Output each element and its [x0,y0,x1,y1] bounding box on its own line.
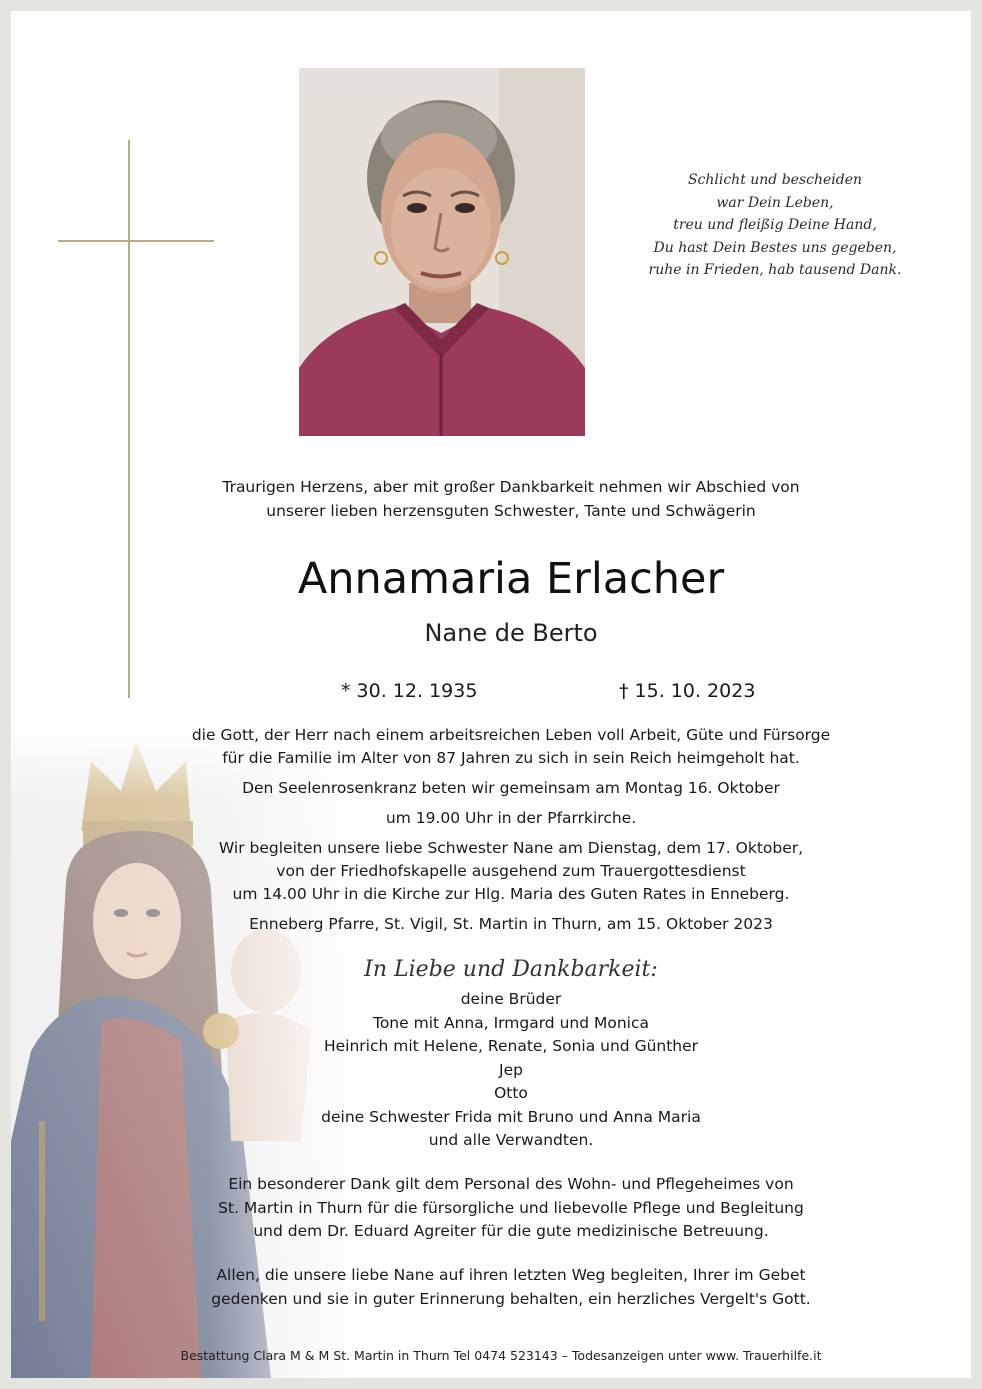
mourners-list [161,988,861,1153]
intro-line: Traurigen Herzens, aber mit großer Dankbarkeit nehmen wir Abschied von [222,478,800,496]
closing-paragraph [161,1264,861,1311]
mourner-line: Jep [499,1060,523,1079]
deceased-nickname: Nane de Berto [424,619,598,647]
death-date: † 15. 10. 2023 [619,680,756,702]
cross-icon [128,140,130,698]
body-line: für die Familie im Alter von 87 Jahren zu sich in sein Reich heimgeholt hat. [222,749,800,767]
poem-line: treu und fleißig Deine Hand, [673,217,877,233]
mourner-line: Tone mit Anna, Irmgard und Monica [372,1013,649,1032]
birth-date: * 30. 12. 1935 [341,680,478,702]
obituary-card [11,11,971,1378]
body-line: Wir begleiten unsere liebe Schwester Nane am Dienstag, dem 17. Oktober, [218,839,804,857]
mourners-heading: In Liebe und Dankbarkeit: [364,957,658,982]
mourner-line: Heinrich mit Helene, Renate, Sonia und Günther [323,1037,699,1055]
body-line: Den Seelenrosenkranz beten wir gemeinsam am Montag 16. Oktober [242,779,780,797]
closing-line: Allen, die unsere liebe Nane auf ihren letzten Weg begleiten, Ihrer im Gebet [216,1266,806,1284]
mourner-line: und alle Verwandten. [428,1131,594,1149]
closing-line: gedenken und sie in guter Erinnerung behalten, ein herzliches Vergelt's Gott. [211,1289,811,1308]
announcement-body [161,724,861,936]
body-line: die Gott, der Herr nach einem arbeitsreichen Leben voll Arbeit, Güte und Fürsorge [191,726,831,744]
memorial-poem [625,169,925,282]
thanks-paragraph [161,1173,861,1244]
deceased-name: Annamaria Erlacher [297,554,725,604]
cross-icon-bar [58,240,214,242]
body-line: von der Friedhofskapelle ausgehend zum Trauergottesdienst [276,862,746,880]
thanks-line: und dem Dr. Eduard Agreiter für die gute medizinische Betreuung. [253,1222,769,1240]
body-line: um 19.00 Uhr in der Pfarrkirche. [385,809,637,827]
intro-text [161,475,861,523]
intro-line: unserer lieben herzensguten Schwester, Tante und Schwägerin [266,502,756,520]
portrait-photo [299,68,585,436]
poem-line: ruhe in Frieden, hab tausend Dank. [648,262,902,278]
poem-line: Du hast Dein Bestes uns gegeben, [653,239,897,256]
poem-line: war Dein Leben, [716,194,834,211]
thanks-line: St. Martin in Thurn für die fürsorgliche und liebevolle Pflege und Begleitung [218,1198,804,1217]
thanks-line: Ein besonderer Dank gilt dem Personal des Wohn- und Pflegeheimes von [228,1175,794,1193]
body-line: um 14.00 Uhr in die Kirche zur Hlg. Maria des Guten Rates in Enneberg. [232,885,790,903]
place-date: Enneberg Pfarre, St. Vigil, St. Martin in Thurn, am 15. Oktober 2023 [249,915,773,933]
mourner-line: deine Schwester Frida mit Bruno und Anna Maria [321,1107,701,1126]
funeral-home-footer: Bestattung Clara M & M St. Martin in Thurn Tel 0474 523143 – Todesanzeigen unter www. Trauerhilfe.it [180,1348,822,1363]
mourner-line: Otto [494,1084,528,1102]
poem-line: Schlicht und bescheiden [687,172,863,188]
mourner-line: deine Brüder [460,990,562,1008]
